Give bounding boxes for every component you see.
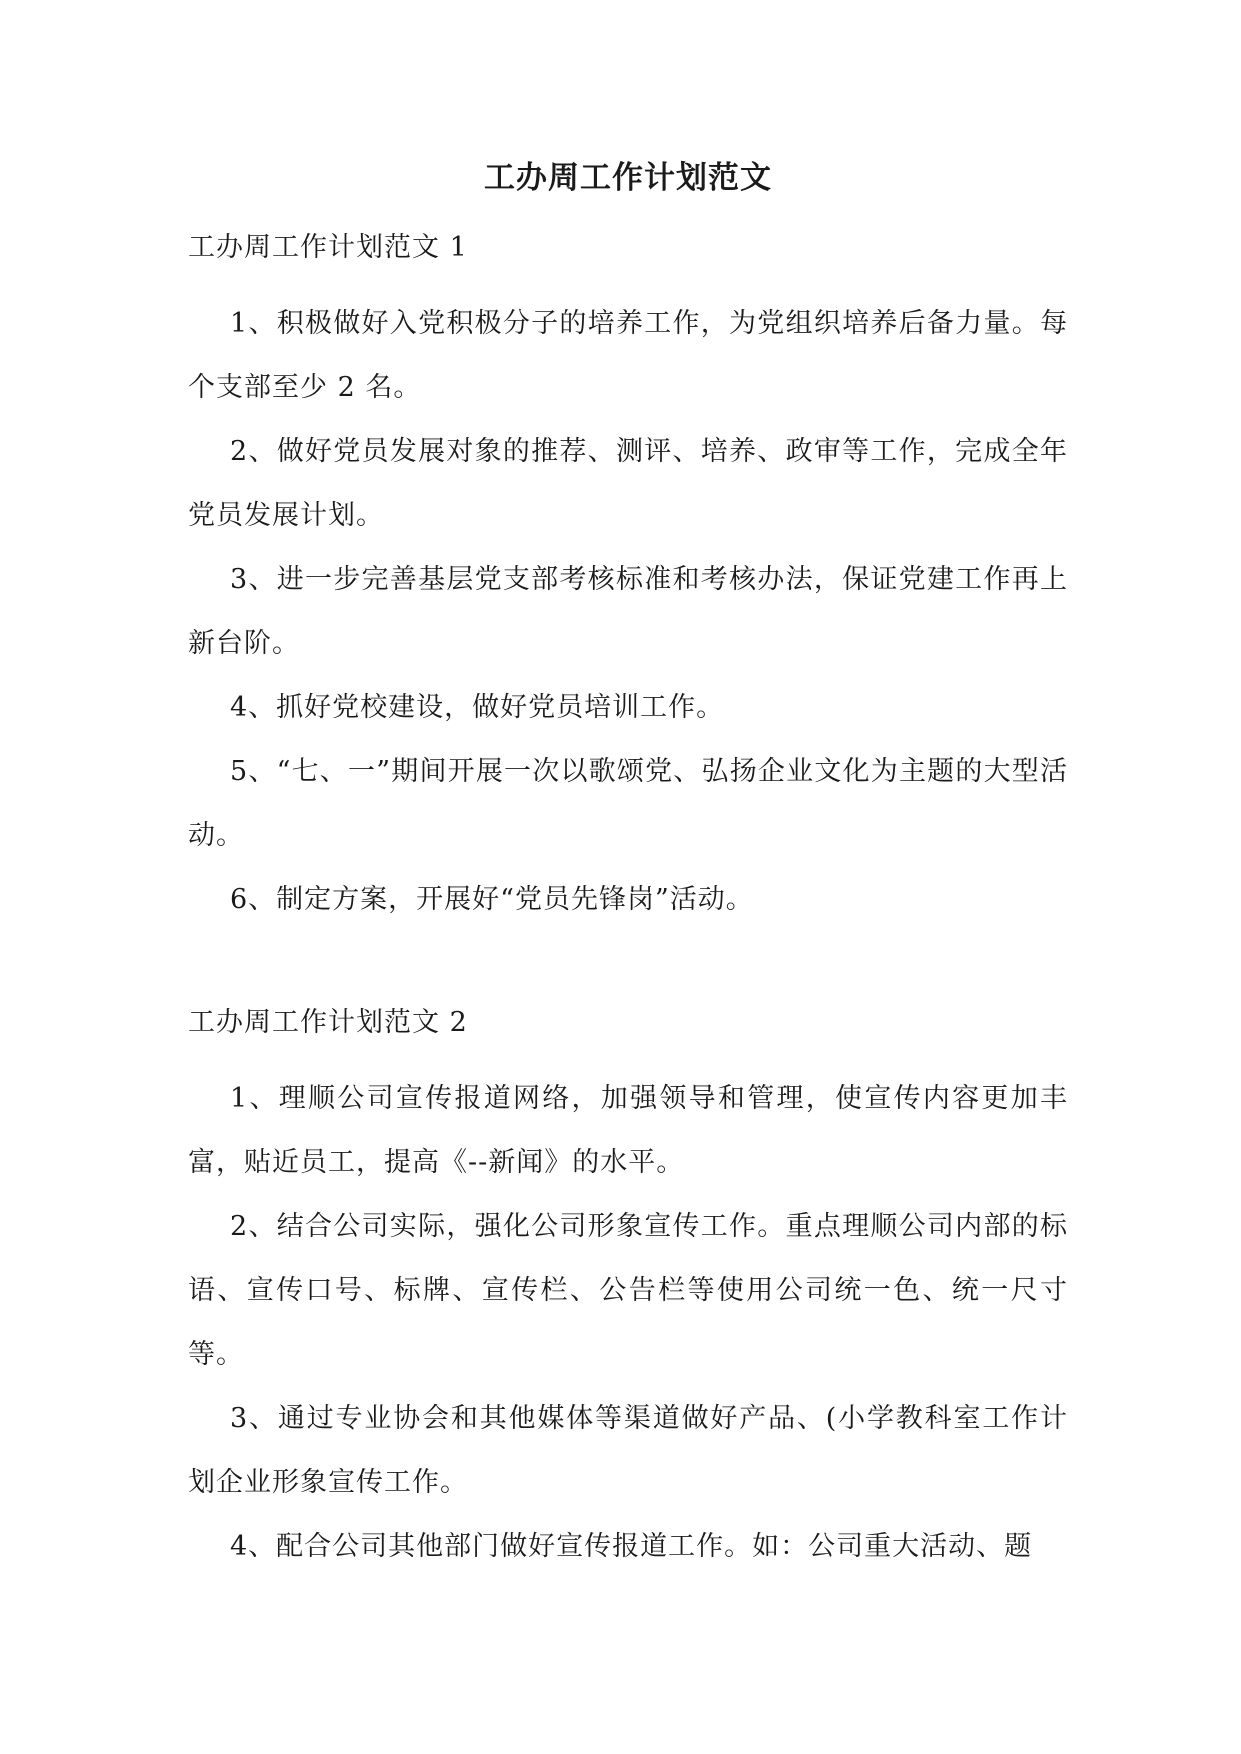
paragraph: 4、配合公司其他部门做好宣传报道工作。如：公司重大活动、题 [230,1531,1033,1562]
section-heading: 工办周工作计划范文 1 [188,232,468,263]
paragraph: 1、积极做好入党积极分子的培养工作，为党组织培养后备力量。每个支部至少 2 名。 [188,308,1068,403]
paragraph: 6、制定方案，开展好“党员先锋岗”活动。 [230,884,754,915]
section-heading: 工办周工作计划范文 2 [188,1007,468,1038]
section-1 [188,228,1068,932]
paragraph: 5、“七、一”期间开展一次以歌颂党、弘扬企业文化为主题的大型活动。 [188,756,1068,851]
paragraph: 1、理顺公司宣传报道网络，加强领导和管理，使宣传内容更加丰富，贴近员工，提高《--新闻》的水平。 [188,1083,1068,1178]
document-title: 工办周工作计划范文 [484,160,772,196]
paragraph: 3、通过专业协会和其他媒体等渠道做好产品、(小学教科室工作计划企业形象宣传工作。 [188,1403,1068,1498]
paragraph: 2、结合公司实际，强化公司形象宣传工作。重点理顺公司内部的标语、宣传口号、标牌、宣传栏、公告栏等使用公司统一色、统一尺寸等。 [188,1211,1068,1370]
paragraph: 4、抓好党校建设，做好党员培训工作。 [230,692,725,723]
paragraph: 3、进一步完善基层党支部考核标准和考核办法，保证党建工作再上新台阶。 [188,564,1068,659]
section-2 [188,1003,1068,1579]
paragraph: 2、做好党员发展对象的推荐、测评、培养、政审等工作，完成全年党员发展计划。 [188,436,1068,531]
